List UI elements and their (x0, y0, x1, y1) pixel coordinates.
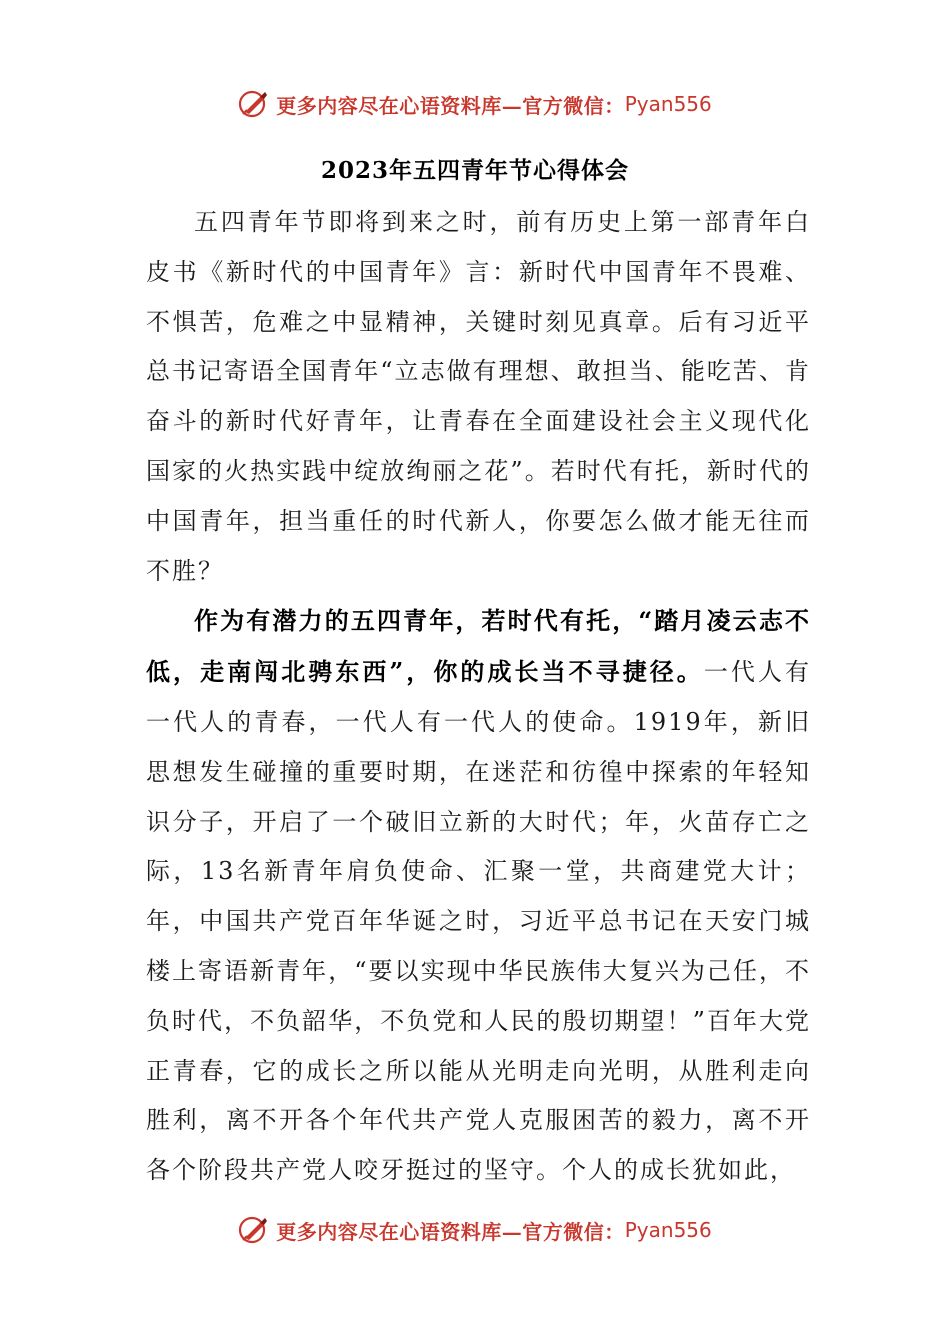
document-title: 2023年五四青年节心得体会 (320, 157, 629, 184)
footer-banner (0, 1210, 950, 1250)
banner-text: 更多内容尽在心语资料库—官方微信： (276, 93, 625, 118)
document-body (146, 198, 811, 1196)
paragraph-2-text: 一代人有一代人的青春，一代人有一代人的使命。1919年，新旧思想发生碰撞的重要时期，在迷茫和彷徨中探索的年轻知识分子，开启了一个破旧立新的大时代；年，火苗存亡之际，13名新青年肩负使命、汇聚一堂，共商建党大计；年，中国共产党百年华诞之时，习近平总书记在天安门城楼上寄语新青年，“要以实现中华民族伟大复兴为己任，不负时代，不负韶华，不负党和人民的殷切期望！”百年大党正青春，它的成长之所以能从光明走向光明，从胜利走向胜利，离不开各个年代共产党人克服困苦的毅力，离不开各个阶段共产党人咬牙挺过的坚守。个人的成长犹如此， (146, 658, 811, 1185)
paragraph-2-bold: 作为有潜力的五四青年，若时代有托，“踏月凌云志不低，走南闯北骋东西”，你的成长当不寻捷径。 (146, 606, 811, 687)
header-banner (0, 84, 950, 124)
wechat-id: Pyan556 (624, 1218, 712, 1242)
pen-logo-icon (238, 88, 270, 120)
pen-logo-icon (238, 1214, 270, 1246)
paragraph-1: 五四青年节即将到来之时，前有历史上第一部青年白皮书《新时代的中国青年》言：新时代中国青年不畏难、不惧苦，危难之中显精神，关键时刻见真章。后有习近平总书记寄语全国青年“立志做有理想、敢担当、能吃苦、肯奋斗的新时代好青年，让青春在全面建设社会主义现代化国家的火热实践中绽放绚丽之花”。若时代有托，新时代的中国青年，担当重任的时代新人，你要怎么做才能无往而不胜？ (146, 208, 811, 585)
banner-text: 更多内容尽在心语资料库—官方微信： (276, 1219, 625, 1244)
paragraph-2 (146, 596, 811, 1196)
wechat-id: Pyan556 (624, 92, 712, 116)
